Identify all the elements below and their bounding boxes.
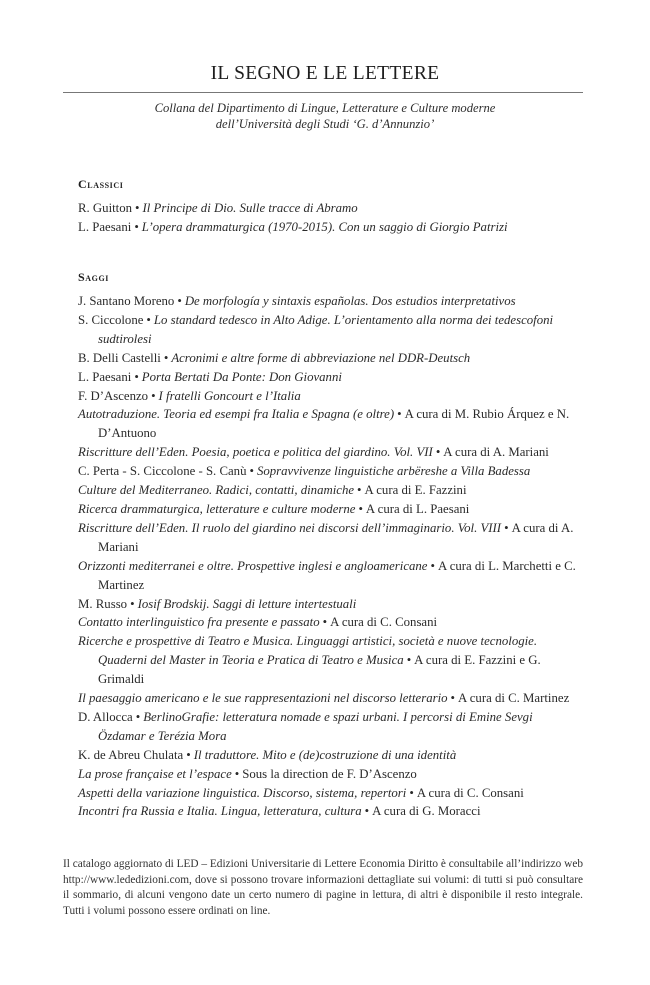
catalog-entry (78, 557, 578, 595)
catalog-entry (78, 462, 578, 481)
classici-list (78, 199, 578, 237)
series-title: IL SEGNO E LE LETTERE (210, 63, 440, 84)
entry-editor-note: A cura di C. Martinez (458, 691, 570, 706)
catalog-entry (78, 481, 578, 500)
catalog-entry (78, 765, 578, 784)
entry-title: Il Principe di Dio. Sulle tracce di Abramo (142, 201, 358, 215)
entry-separator: • (450, 691, 456, 706)
entry-title: Ricerche e prospettive di Teatro e Musica. Linguaggi artistici, società e nuove tecnologie. Quaderni del Master in Teoria e Pratica di Teatro e Musica (78, 634, 538, 668)
entry-editor-note: A cura di L. Marchetti e C. Martinez (98, 558, 576, 592)
entry-title: Autotraduzione. Teoria ed esempi fra Italia e Spagna (e oltre) (78, 407, 395, 422)
entry-title: Acronimi e altre forme di abbreviazione nel DDR-Deutsch (171, 350, 471, 365)
entry-title: Il traduttore. Mito e (de)costruzione di una identità (193, 747, 457, 762)
catalog-entry (78, 387, 578, 406)
entry-title: Iosif Brodskij. Saggi di letture intertestuali (137, 596, 357, 611)
entry-separator: • (151, 388, 156, 403)
entry-title: Orizzonti mediterranei e oltre. Prospettive inglesi e angloamericane (78, 558, 428, 573)
catalog-entry (78, 199, 578, 218)
catalog-entry (78, 218, 578, 237)
catalog-entry (78, 311, 578, 349)
catalog-entry (78, 292, 578, 311)
entry-editor-note: Sous la direction de F. D’Ascenzo (242, 766, 417, 781)
catalog-entry (78, 632, 578, 689)
entry-separator: • (357, 483, 362, 498)
catalog-entry (78, 500, 578, 519)
catalog-entry (78, 349, 578, 368)
entry-editor-note: A cura di E. Fazzini e G. Grimaldi (98, 653, 541, 687)
section-heading-saggi: Saggi (78, 270, 110, 284)
saggi-list (78, 292, 578, 821)
title-rule (63, 92, 583, 93)
catalog-entry (78, 613, 578, 632)
entry-author: L. Paesani (78, 219, 132, 234)
catalog-entry (78, 368, 578, 387)
entry-title: Aspetti della variazione linguistica. Discorso, sistema, repertori (78, 785, 407, 800)
entry-author: B. Delli Castelli (78, 350, 161, 365)
entry-separator: • (406, 653, 412, 668)
entry-author: R. Guitton (78, 201, 133, 215)
entry-separator: • (397, 407, 402, 422)
catalog-entry (78, 784, 578, 803)
catalog-entry (78, 519, 578, 557)
entry-title: Il paesaggio americano e le sue rappresentazioni nel discorso letterario (78, 691, 448, 706)
entry-separator: • (135, 201, 140, 215)
catalog-entry (78, 708, 578, 746)
entry-editor-note: A cura di A. Mariani (443, 445, 549, 460)
entry-author: L. Paesani (78, 369, 132, 384)
catalog-footer-note: Il catalogo aggiornato di LED – Edizioni Universitarie di Lettere Economia Diritto è consultabile all’indirizzo web http://www.lededizioni.com, dove si possono trovare informazioni dettagliate sui volumi: di tutti si può consultare il sommario, di alcuni vengono date un certo numero di pagine in lettura, di altri è disponibile il resto integrale. Tutti i volumi possono essere ordinati on line. (63, 858, 583, 917)
entry-author: D. Allocca (78, 709, 133, 724)
entry-author: J. Santano Moreno (78, 294, 175, 308)
entry-title: BerlinoGrafie: letteratura nomade e spazi urbani. I percorsi di Emine Sevgi Özdamar e Terézia Mora (98, 709, 533, 743)
entry-author: K. de Abreu Chulata (78, 747, 184, 762)
entry-separator: • (135, 709, 141, 724)
entry-title: I fratelli Goncourt e l’Italia (158, 388, 301, 403)
entry-editor-note: A cura di E. Fazzini (364, 483, 467, 498)
entry-separator: • (249, 464, 254, 479)
catalog-entry (78, 802, 578, 821)
entry-separator: • (234, 766, 240, 781)
entry-title: Culture del Mediterraneo. Radici, contatti, dinamiche (78, 483, 355, 498)
catalog-entry (78, 405, 578, 443)
entry-separator: • (186, 747, 191, 762)
entry-title: Porta Bertati Da Ponte: Don Giovanni (141, 369, 342, 384)
entry-editor-note: A cura di M. Rubio Árquez e N. D’Antuono (98, 407, 570, 441)
entry-title: Riscritture dell’Eden. Il ruolo del giardino nei discorsi dell’immaginario. Vol. VIII (78, 520, 502, 535)
entry-separator: • (435, 445, 441, 460)
entry-author: M. Russo (78, 596, 128, 611)
entry-editor-note: A cura di C. Consani (416, 785, 524, 800)
entry-title: Incontri fra Russia e Italia. Lingua, letteratura, cultura (78, 804, 362, 819)
entry-author: S. Ciccolone (78, 312, 144, 327)
entry-title: Riscritture dell’Eden. Poesia, poetica e politica del giardino. Vol. VII (78, 445, 433, 460)
entry-editor-note: A cura di A. Mariani (98, 520, 574, 554)
entry-separator: • (358, 501, 363, 516)
entry-separator: • (130, 596, 135, 611)
entry-separator: • (430, 558, 435, 573)
catalog-entry (78, 595, 578, 614)
catalog-entry (78, 443, 578, 462)
entry-editor-note: A cura di L. Paesani (365, 501, 470, 516)
catalog-entry (78, 689, 578, 708)
entry-title: De morfología y sintaxis españolas. Dos estudios interpretativos (184, 294, 516, 308)
entry-title: L’opera drammaturgica (1970-2015). Con un saggio di Giorgio Patrizi (141, 219, 508, 234)
entry-separator: • (134, 219, 139, 234)
section-heading-classici: Classici (78, 177, 124, 191)
entry-separator: • (177, 294, 182, 308)
entry-title: Sopravvivenze linguistiche arbëreshe a Villa Badessa (256, 464, 531, 479)
entry-separator: • (146, 312, 151, 327)
entry-editor-note: A cura di C. Consani (330, 615, 438, 630)
subtitle-line-1: Collana del Dipartimento di Lingue, Letterature e Culture moderne (154, 101, 496, 115)
entry-separator: • (134, 369, 139, 384)
series-subtitle (0, 100, 650, 132)
subtitle-line-2: dell’Università degli Studi ‘G. d’Annunzio’ (215, 117, 435, 131)
entry-separator: • (409, 785, 414, 800)
entry-author: F. D’Ascenzo (78, 388, 149, 403)
entry-separator: • (163, 350, 169, 365)
catalog-entry (78, 746, 578, 765)
entry-title: La prose française et l’espace (78, 766, 232, 781)
entry-separator: • (504, 520, 509, 535)
entry-title: Lo standard tedesco in Alto Adige. L’orientamento alla norma dei tedescofoni sudtirolesi (98, 312, 554, 346)
entry-editor-note: A cura di G. Moracci (372, 804, 481, 819)
entry-separator: • (322, 615, 328, 630)
entry-separator: • (364, 804, 370, 819)
entry-title: Ricerca drammaturgica, letterature e culture moderne (78, 501, 356, 516)
entry-title: Contatto interlinguistico fra presente e passato (78, 615, 320, 630)
entry-author: C. Perta - S. Ciccolone - S. Canù (78, 464, 247, 479)
